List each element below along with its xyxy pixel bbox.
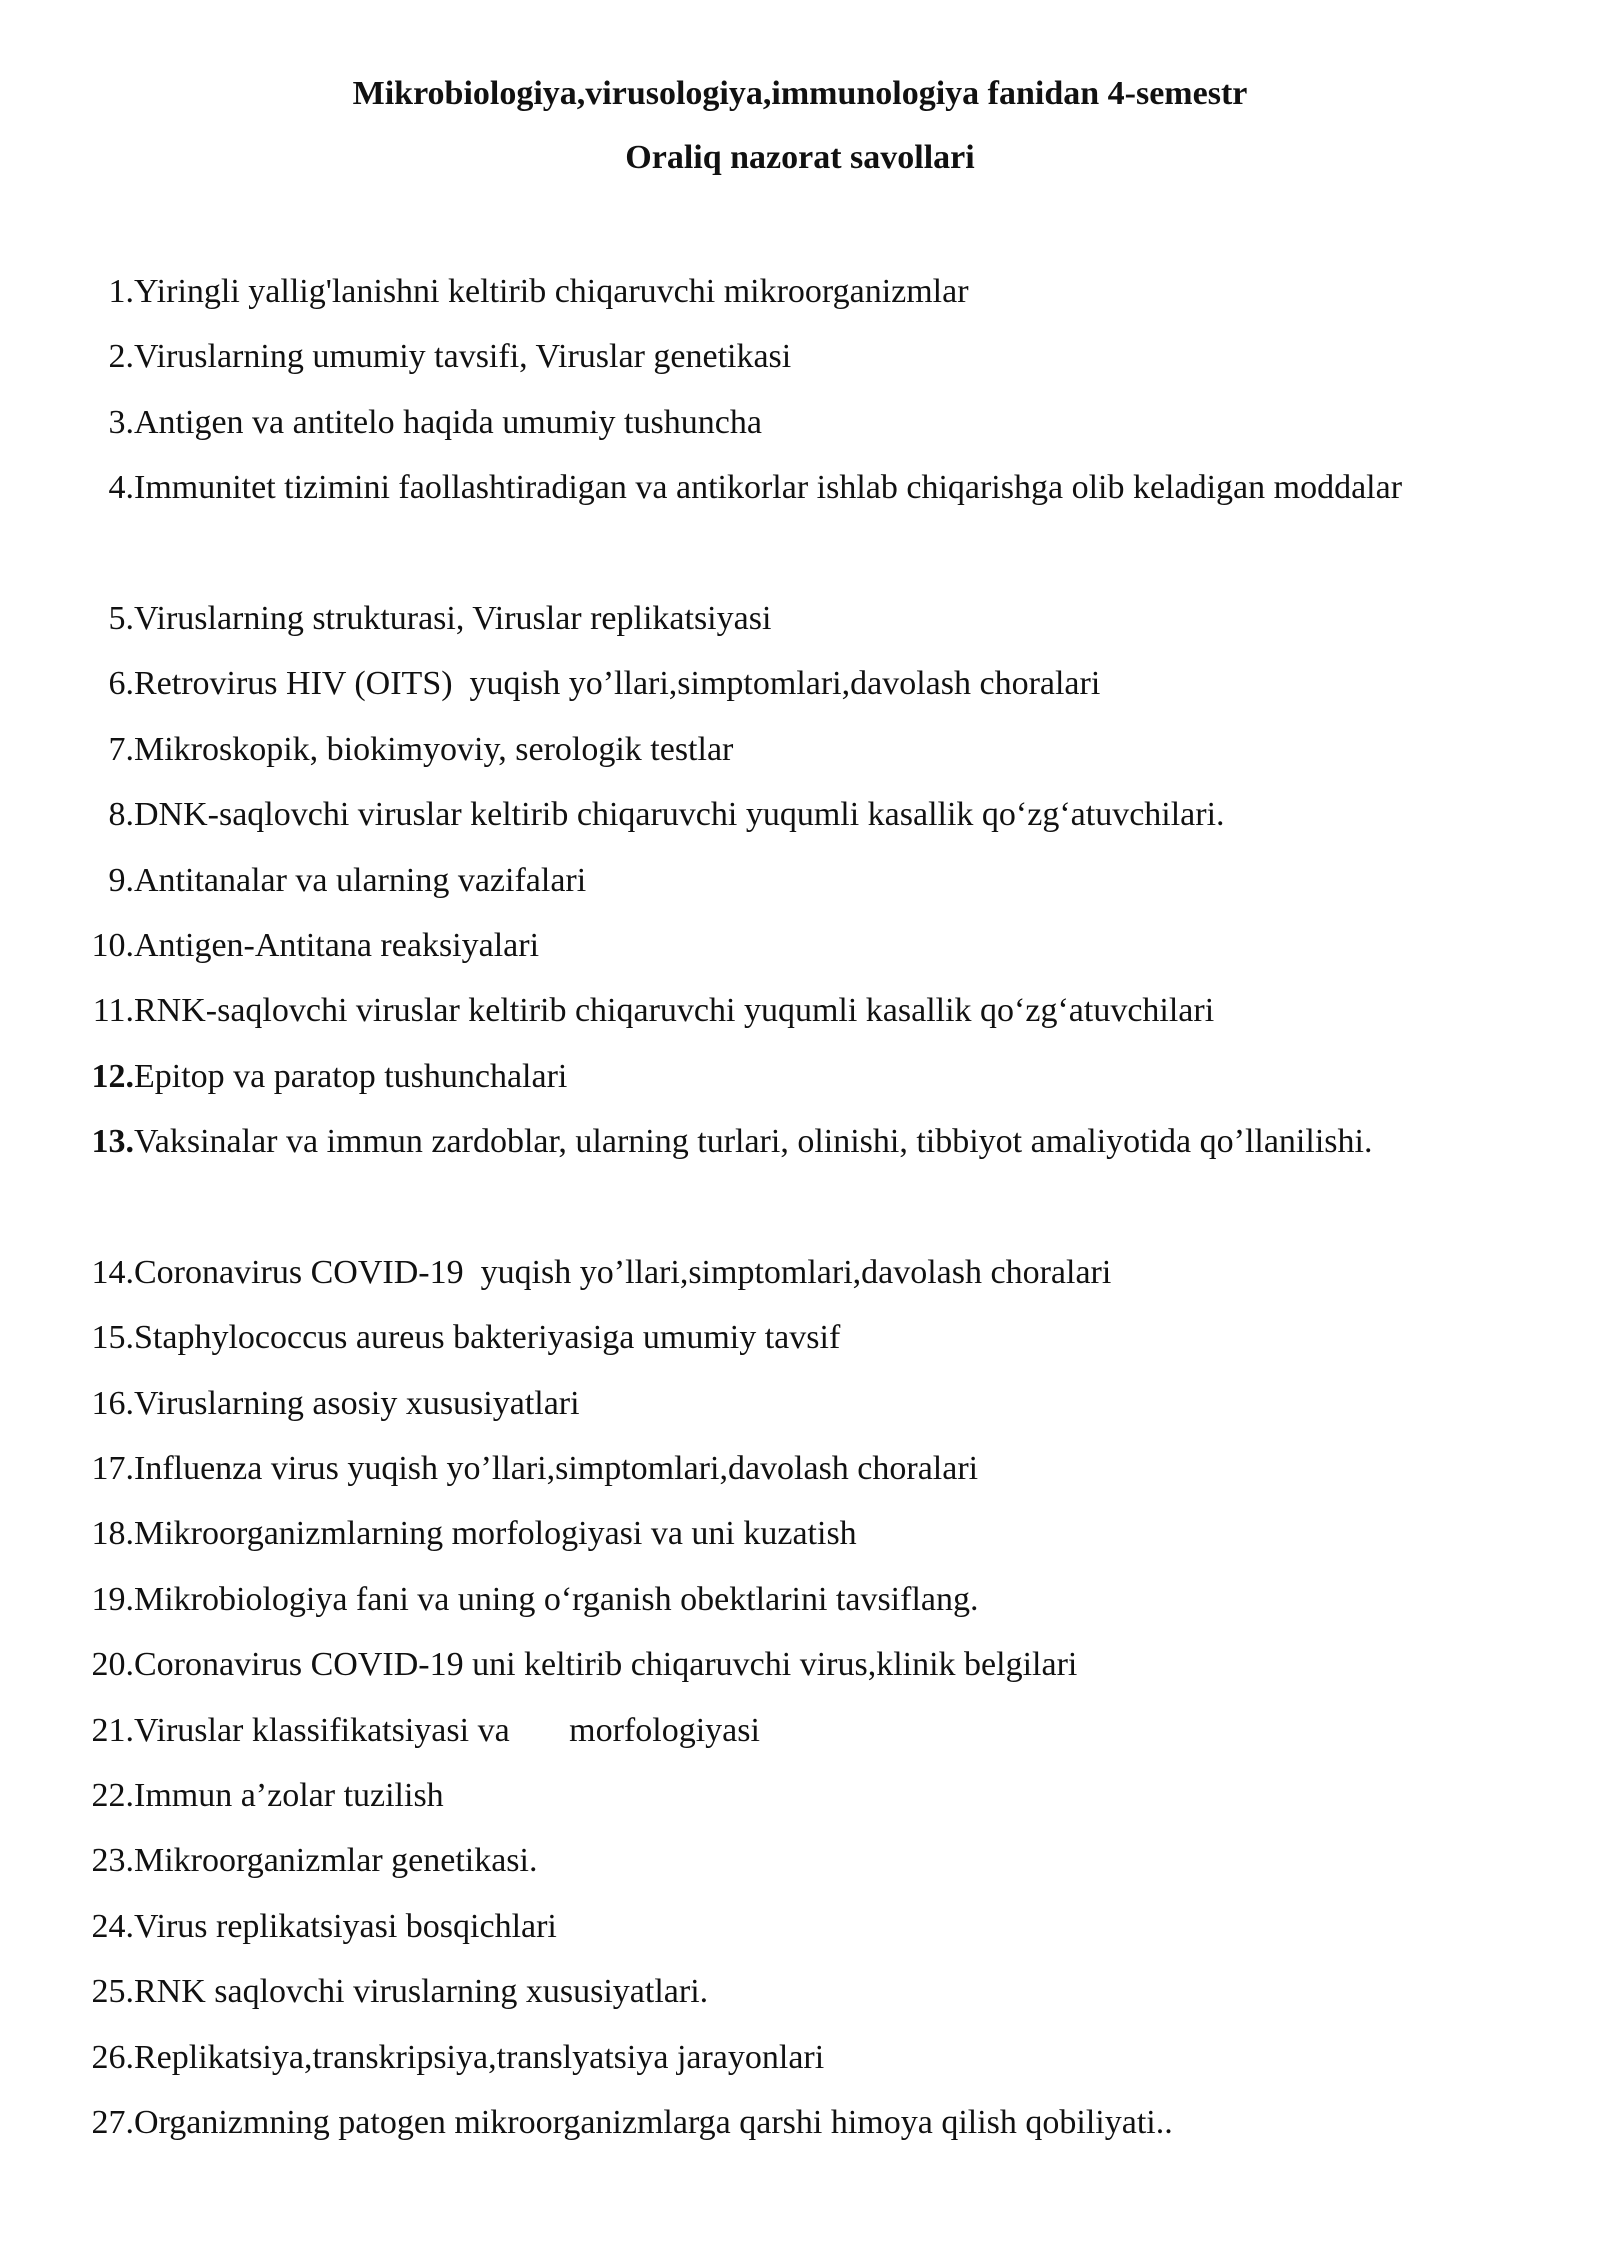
question-number: 1. [108,273,134,310]
question-number: 19. [91,1580,134,1618]
question-item [84,1512,1414,1577]
question-text: Epitop va paratop tushunchalari [134,1057,568,1095]
question-text: RNK-saqlovchi viruslar keltirib chiqaruvchi yuqumli kasallik qo‘zg‘atuvchilari [134,992,1215,1030]
question-number: 5. [108,599,134,637]
question-item [84,1970,1414,2035]
question-text: Virus replikatsiyasi bosqichlari [134,1907,557,1945]
question-number: 17. [91,1450,134,1488]
question-text: Mikrobiologiya fani va uning o‘rganish obektlarini tavsiflang. [134,1580,979,1618]
question-item [84,597,1414,662]
question-text: Replikatsiya,transkripsiya,translyatsiya jarayonlari [134,2038,825,2076]
question-item [84,1251,1414,1316]
question-number: 27. [91,2103,134,2141]
question-text: Antigen-Antitana reaksiyalari [134,926,540,964]
question-number: 3. [108,403,134,441]
question-item [84,1905,1414,1970]
question-item [84,1578,1414,1643]
question-item [84,728,1414,793]
question-text: Viruslarning strukturasi, Viruslar replikatsiyasi [134,599,772,637]
question-text: Mikroorganizmlarning morfologiyasi va uni kuzatish [134,1515,857,1553]
question-list [84,270,1414,2166]
question-text: Coronavirus COVID-19 uni keltirib chiqaruvchi virus,klinik belgilari [134,1646,1078,1684]
question-number: 14. [91,1253,134,1291]
question-number: 26. [91,2038,134,2076]
question-text: Viruslarning asosiy xususiyatlari [134,1384,580,1422]
question-item [84,1643,1414,1708]
question-text: Retrovirus HIV (OITS) yuqish yo’llari,simptomlari,davolash choralari [134,665,1101,703]
question-item [84,1382,1414,1447]
question-number: 21. [91,1711,134,1749]
question-item [84,859,1414,924]
document-header [0,72,1600,180]
question-number: 10. [91,926,134,964]
question-number: 8. [108,796,134,834]
question-text: Coronavirus COVID-19 yuqish yo’llari,simptomlari,davolash choralari [134,1253,1112,1291]
question-text: Influenza virus yuqish yo’llari,simptomlari,davolash choralari [134,1450,979,1488]
question-number: 7. [108,730,134,768]
question-text: Mikroskopik, biokimyoviy, serologik testlar [134,730,734,768]
question-number: 24. [91,1907,134,1945]
question-number: 6. [108,665,134,703]
question-text: RNK saqlovchi viruslarning xususiyatlari. [134,1973,709,2011]
question-number: 23. [91,1842,134,1880]
question-number: 12. [91,1057,134,1095]
question-text: Yiringli yallig'lanishni keltirib chiqaruvchi mikroorganizmlar [134,273,969,310]
question-number: 25. [91,1973,134,2011]
question-text: Organizmning patogen mikroorganizmlarga qarshi himoya qilish qobiliyati.. [134,2103,1173,2141]
document-title: Mikrobiologiya,virusologiya,immunologiya fanidan 4-semestr [352,75,1248,112]
question-item [84,662,1414,727]
question-text: Vaksinalar va immun zardoblar, ularning turlari, olinishi, tibbiyot amaliyotida qo’llanilishi. [134,1123,1373,1161]
question-text: Viruslar klassifikatsiyasi va morfologiyasi [134,1711,760,1749]
question-item [84,1316,1414,1381]
question-number: 20. [91,1646,134,1684]
question-item [84,793,1414,858]
question-item [84,466,1414,597]
question-item [84,1839,1414,1904]
question-number: 9. [108,861,134,899]
question-number: 15. [91,1319,134,1357]
question-item [84,2036,1414,2101]
question-text: Immun a’zolar tuzilish [134,1777,444,1815]
question-item [84,270,1414,335]
document-subtitle: Oraliq nazorat savollari [625,139,975,176]
question-text: Antigen va antitelo haqida umumiy tushuncha [134,403,762,441]
question-number: 4. [108,469,134,507]
question-text: Immunitet tizimini faollashtiradigan va antikorlar ishlab chiqarishga olib keladigan moddalar [134,469,1403,507]
question-item [84,1120,1414,1251]
question-item [84,1709,1414,1774]
question-number: 2. [108,338,134,376]
question-number: 11. [92,992,134,1030]
question-item [84,2101,1414,2166]
question-text: Mikroorganizmlar genetikasi. [134,1842,538,1880]
question-item [84,1774,1414,1839]
question-number: 13. [91,1123,134,1161]
question-number: 18. [91,1515,134,1553]
question-text: Staphylococcus aureus bakteriyasiga umumiy tavsif [134,1319,841,1357]
question-item [84,1447,1414,1512]
question-item [84,989,1414,1054]
question-text: Viruslarning umumiy tavsifi, Viruslar genetikasi [134,338,792,376]
question-text: Antitanalar va ularning vazifalari [134,861,587,899]
question-number: 22. [91,1777,134,1815]
question-item [84,335,1414,400]
question-item [84,924,1414,989]
question-text: DNK-saqlovchi viruslar keltirib chiqaruvchi yuqumli kasallik qo‘zg‘atuvchilari. [134,796,1225,834]
question-number: 16. [91,1384,134,1422]
